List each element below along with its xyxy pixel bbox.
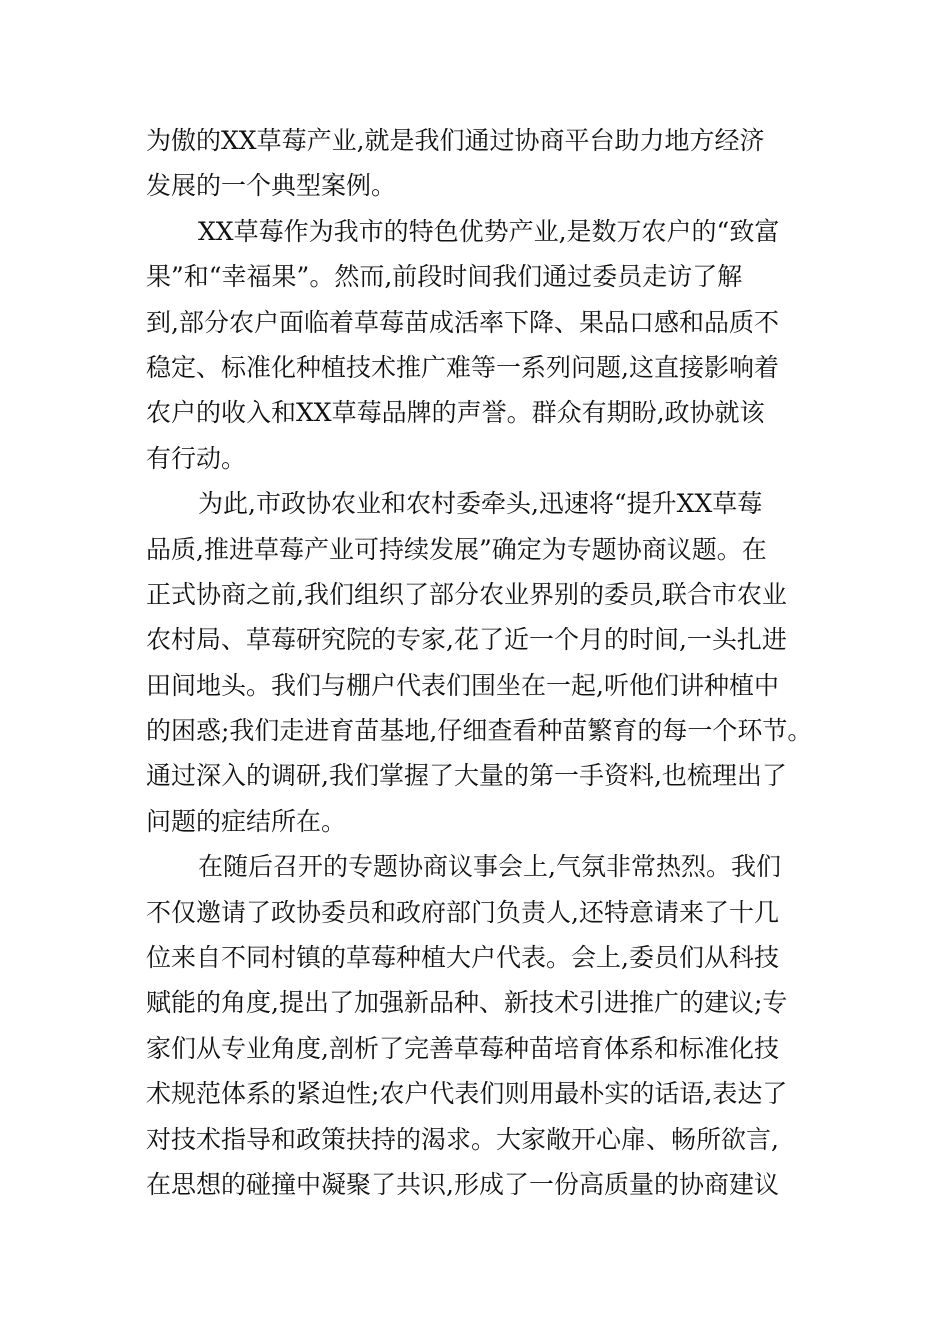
text-line: 家们从专业角度,剖析了完善草莓种苗培育体系和标准化技 xyxy=(146,1033,779,1063)
text-line: 农户的收入和XX草莓品牌的声誉。群众有期盼,政协就该 xyxy=(146,398,765,428)
text-line: 对技术指导和政策扶持的渴求。大家敞开心扉、畅所欲言, xyxy=(146,1124,779,1154)
text-line: 为傲的XX草莓产业,就是我们通过协商平台助力地方经济 xyxy=(146,126,765,155)
text-line: 通过深入的调研,我们掌握了大量的第一手资料,也梳理出了 xyxy=(146,761,787,791)
text-line: 发展的一个典型案例。 xyxy=(146,171,397,201)
text-line: 术规范体系的紧迫性;农户代表们则用最朴实的话语,表达了 xyxy=(146,1079,788,1109)
text-line: 田间地头。我们与棚户代表们围坐在一起,听他们讲种植中 xyxy=(146,670,779,700)
text-line: 在思想的碰撞中凝聚了共识,形成了一份高质量的协商建议 xyxy=(146,1169,779,1199)
text-line: 品质,推进草莓产业可持续发展”确定为专题协商议题。在 xyxy=(146,534,767,564)
document-body xyxy=(146,118,814,1207)
text-line: 有行动。 xyxy=(146,443,247,473)
text-line: 到,部分农户面临着草莓苗成活率下降、果品口感和品质不 xyxy=(146,307,779,337)
text-line: 为此,市政协农业和农村委牵头,迅速将“提升XX草莓 xyxy=(198,489,763,519)
text-line: 农村局、草莓研究院的专家,花了近一个月的时间,一头扎进 xyxy=(146,625,787,655)
text-line: 正式协商之前,我们组织了部分农业界别的委员,联合市农业 xyxy=(146,579,787,609)
text-line: 的困惑;我们走进育苗基地,仔细查看种苗繁育的每一个环节。 xyxy=(146,716,813,746)
text-line: 果”和“幸福果”。然而,前段时间我们通过委员走访了解 xyxy=(146,262,743,292)
text-line: 不仅邀请了政协委员和政府部门负责人,还特意请来了十几 xyxy=(146,897,779,927)
text-line: XX草莓作为我市的特色优势产业,是数万农户的“致富 xyxy=(198,216,780,246)
text-line: 位来自不同村镇的草莓种植大户代表。会上,委员们从科技 xyxy=(146,943,779,973)
text-line: 问题的症结所在。 xyxy=(146,806,347,836)
text-line: 稳定、标准化种植技术推广难等一系列问题,这直接影响着 xyxy=(146,352,779,382)
text-line: 在随后召开的专题协商议事会上,气氛非常热烈。我们 xyxy=(198,852,781,882)
text-line: 赋能的角度,提出了加强新品种、新技术引进推广的建议;专 xyxy=(146,988,788,1018)
